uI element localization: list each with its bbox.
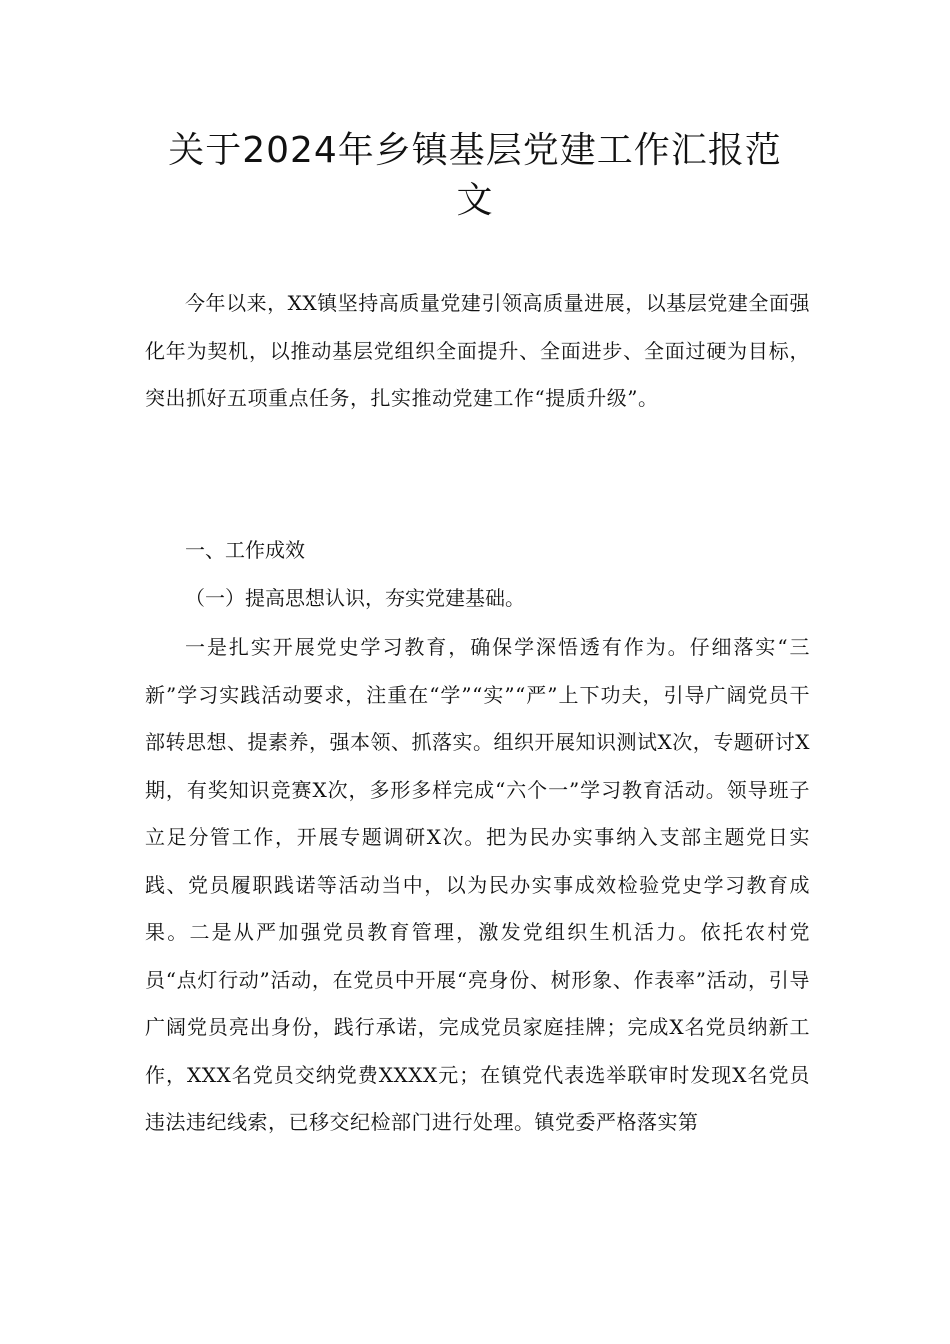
document-title <box>120 126 830 226</box>
title-line-1: 关于2024年乡镇基层党建工作汇报范 <box>168 130 782 171</box>
intro-paragraph: 今年以来，XX镇坚持高质量党建引领高质量进展，以基层党建全面强化年为契机，以推动基层党组织全面提升、全面进步、全面过硬为目标， 突出抓好五项重点任务，扎实推动党建工作“提质升级”。 <box>145 291 810 410</box>
section-heading-achievements: 一、工作成效 <box>185 538 305 562</box>
subsection-heading-thinking: （一）提高思想认识，夯实党建基础。 <box>185 586 525 610</box>
subsection-body-paragraph: 一是扎实开展党史学习教育，确保学深悟透有作为。仔细落实“三新”学习实践活动要求，注重在“学”“实”“严”上下功夫，引导广阔党员干部转思想、提素养，强本领、抓落实。组织开展知识测试X次，专题研讨X期，有奖知识竞赛X次，多形多样完成“六个一”学习教育活动。领导班子立足分管工作，开展专题调研X次。把为民办实事纳入支部主题党日实践、党员履职践诺等活动当中，以为民办实事成效检验党史学习教育成果。二是从严加强党员教育管理，激发党组织生机活力。依托农村党员“点灯行动”活动，在党员中开展“亮身份、树形象、作表率”活动，引导广阔党员亮出身份，践行承诺，完成党员家庭挂牌；完成X名党员纳新工作，XXX名党员交纳党费XXXX元；在镇党代表选举联审时发现X名党员违法违纪线索，已移交纪检部门进行处理。镇党委严格落实第 <box>145 635 810 1134</box>
title-line-2: 文 <box>456 180 494 221</box>
